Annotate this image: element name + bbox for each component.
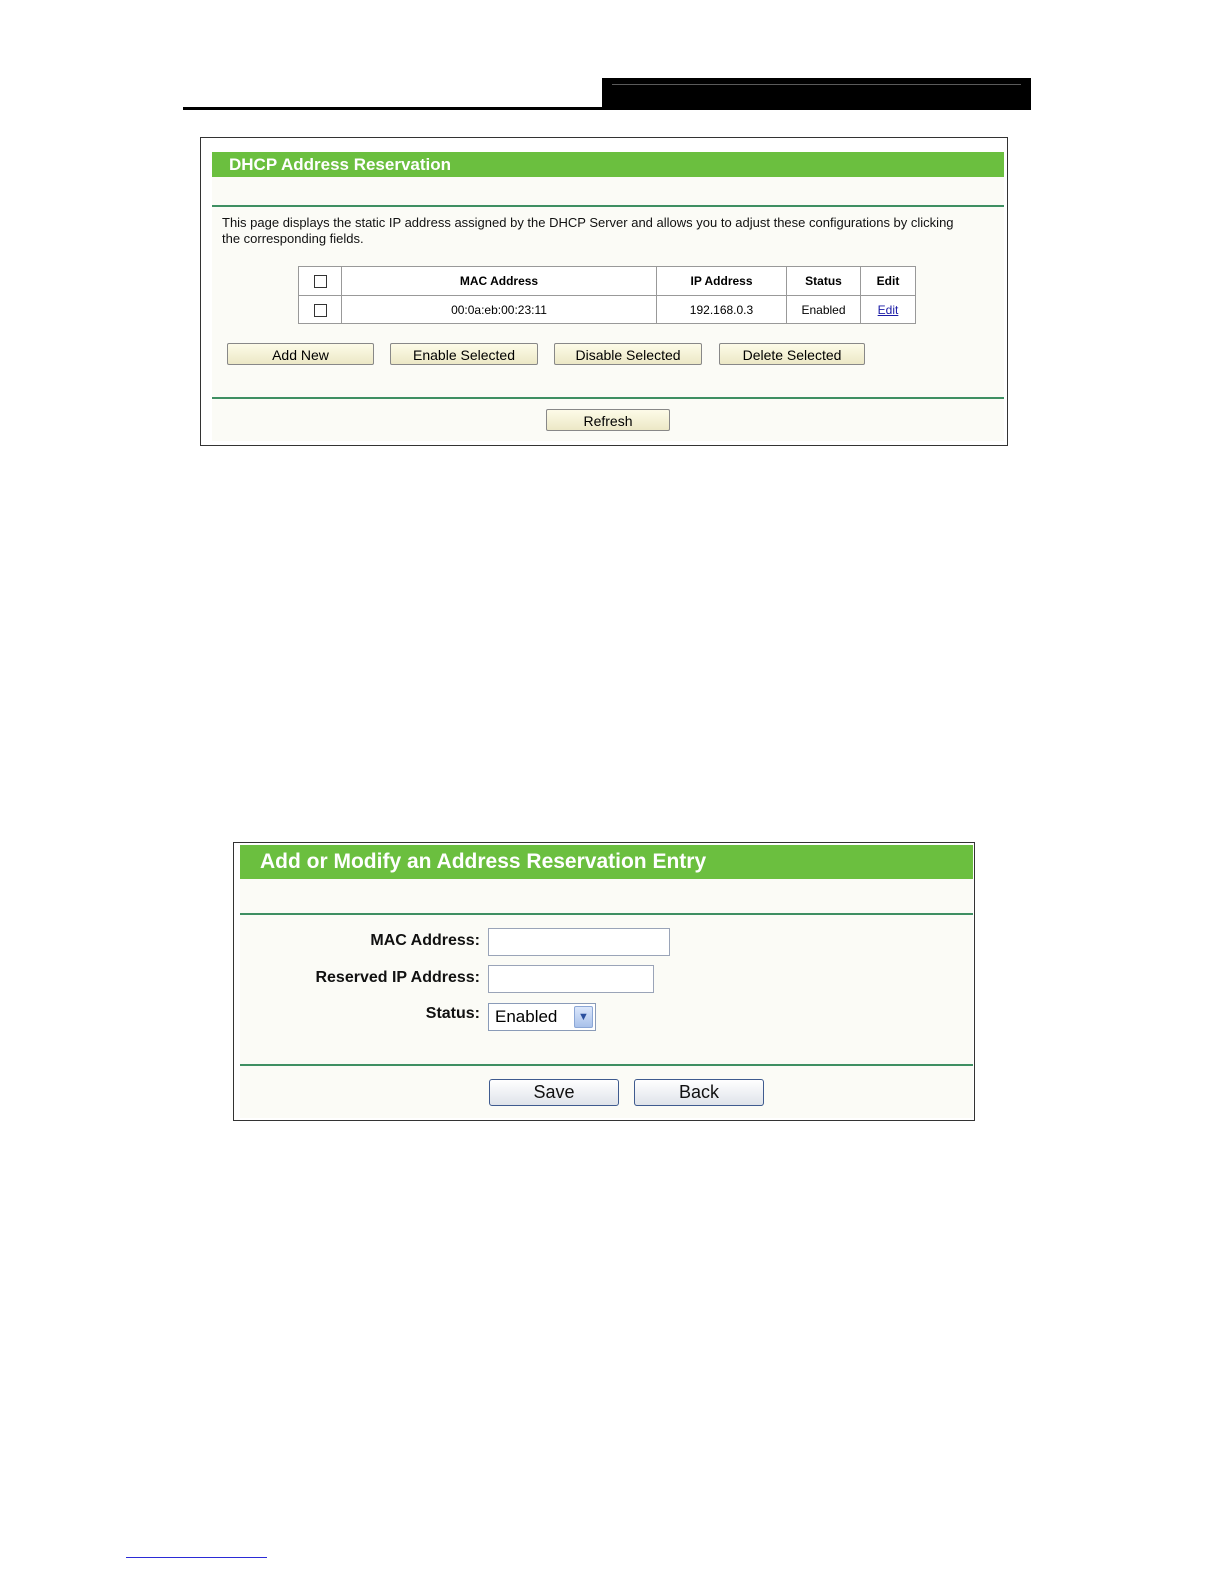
divider xyxy=(212,397,1004,399)
chevron-down-icon[interactable]: ▼ xyxy=(574,1006,593,1028)
row-mac: 00:0a:eb:00:23:11 xyxy=(342,296,657,324)
panel-title: Add or Modify an Address Reservation Entry xyxy=(240,845,973,879)
panel-title: DHCP Address Reservation xyxy=(212,152,1004,177)
column-header-mac: MAC Address xyxy=(342,267,657,296)
status-select[interactable] xyxy=(488,1003,596,1031)
column-header-status: Status xyxy=(787,267,861,296)
mac-address-input[interactable] xyxy=(488,928,670,956)
dhcp-reservation-panel xyxy=(200,137,1008,446)
divider xyxy=(212,205,1004,207)
edit-link[interactable]: Edit xyxy=(877,302,899,317)
column-header-ip: IP Address xyxy=(657,267,787,296)
reserved-ip-input[interactable] xyxy=(488,965,654,993)
save-button[interactable]: Save xyxy=(489,1079,619,1106)
select-all-checkbox[interactable] xyxy=(314,275,327,288)
disable-selected-button[interactable]: Disable Selected xyxy=(554,343,702,365)
back-button[interactable]: Back xyxy=(634,1079,764,1106)
mac-address-label: MAC Address: xyxy=(370,932,480,949)
page-description: This page displays the static IP address assigned by the DHCP Server and allows you to adjust these configurations by clicking the corresponding fields. xyxy=(222,215,954,246)
table-row xyxy=(299,296,916,324)
row-status: Enabled xyxy=(787,296,861,324)
page-header-block xyxy=(602,78,1031,109)
reservation-table xyxy=(298,266,916,324)
footer-link-underline xyxy=(126,1557,267,1558)
enable-selected-button[interactable]: Enable Selected xyxy=(390,343,538,365)
row-select-cell xyxy=(299,296,342,324)
status-selected-value: Enabled xyxy=(495,1007,558,1026)
delete-selected-button[interactable]: Delete Selected xyxy=(719,343,865,365)
refresh-button[interactable]: Refresh xyxy=(546,409,670,431)
row-checkbox[interactable] xyxy=(314,304,327,317)
row-ip: 192.168.0.3 xyxy=(657,296,787,324)
divider xyxy=(240,1064,973,1066)
status-label: Status: xyxy=(425,1005,480,1022)
reservation-entry-panel xyxy=(233,842,975,1121)
table-header-row xyxy=(299,267,916,296)
divider xyxy=(240,913,973,915)
row-edit-cell xyxy=(861,296,916,324)
reserved-ip-label: Reserved IP Address: xyxy=(315,969,480,986)
select-all-cell xyxy=(299,267,342,296)
column-header-edit: Edit xyxy=(861,267,916,296)
add-new-button[interactable]: Add New xyxy=(227,343,374,365)
